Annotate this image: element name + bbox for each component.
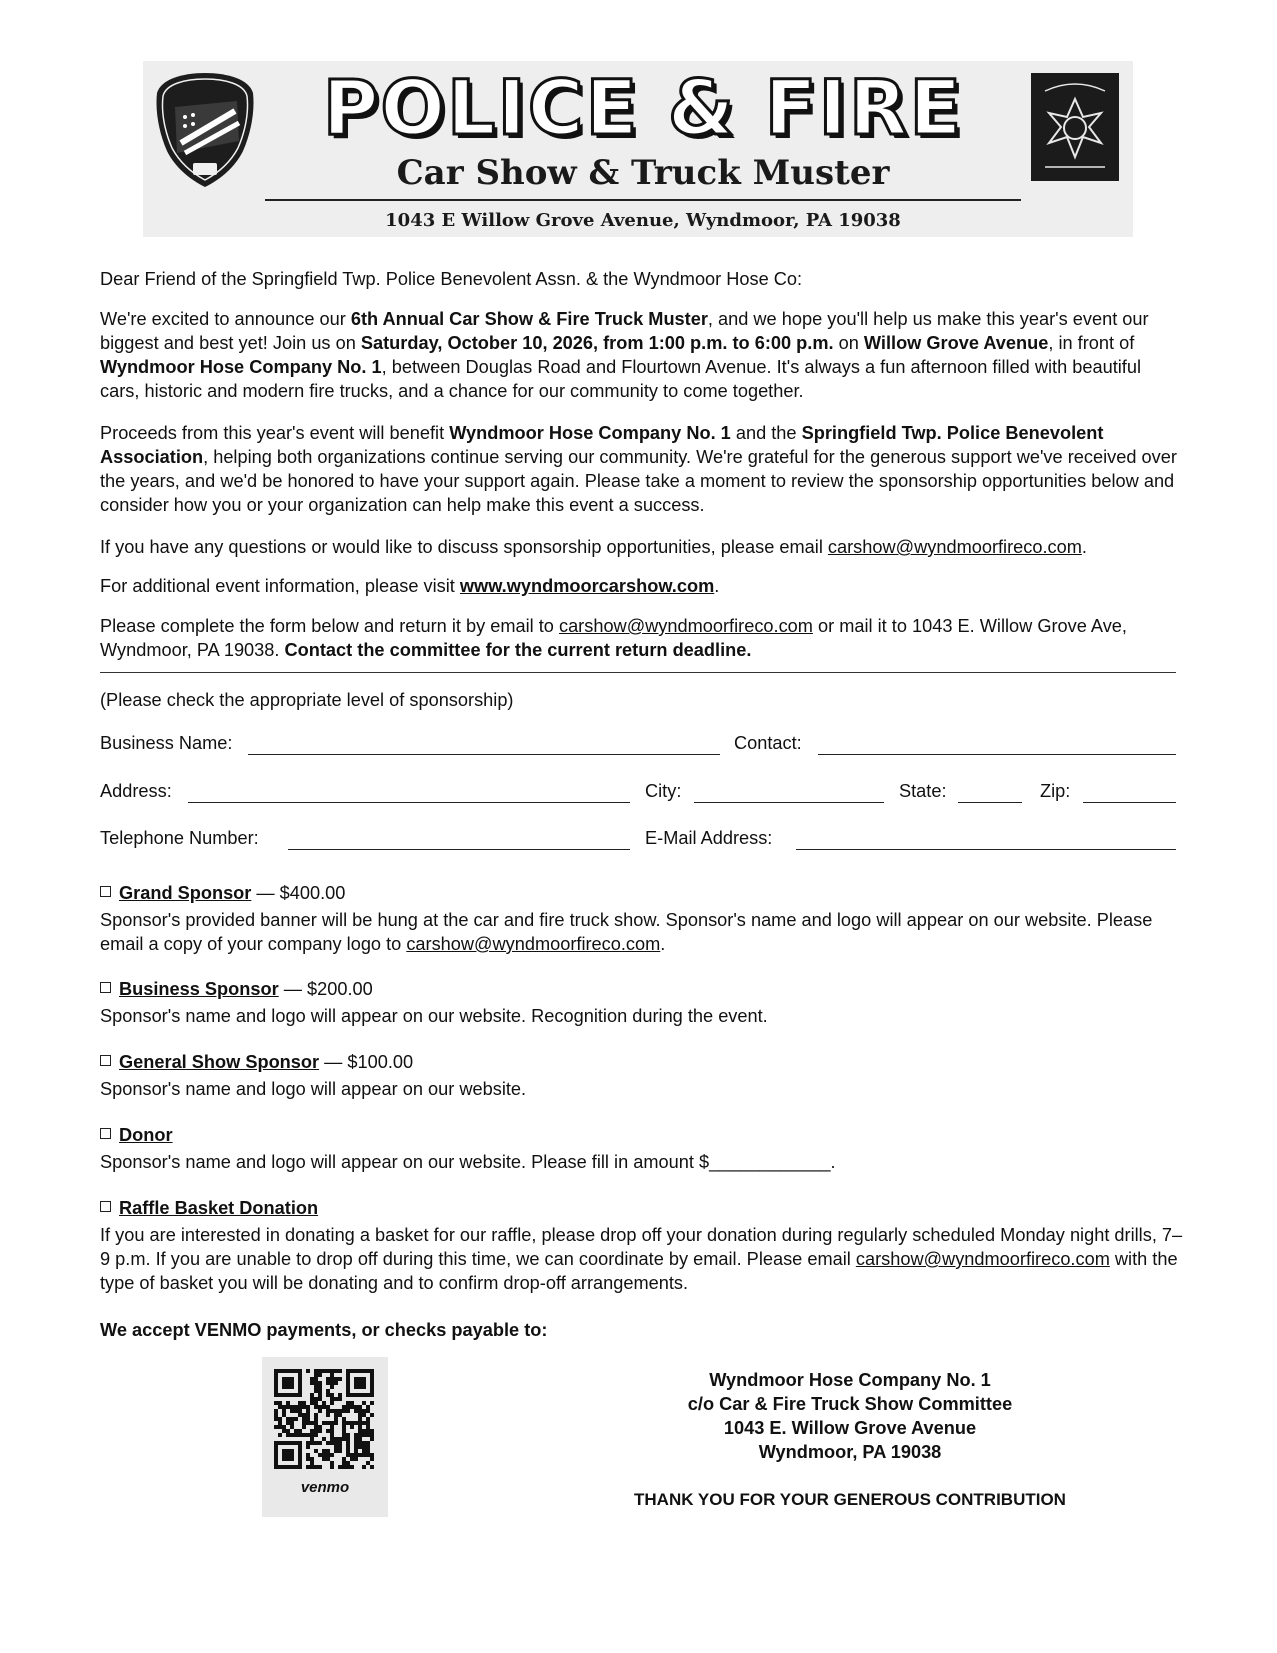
event-address: 1043 E Willow Grove Avenue, Wyndmoor, PA 19038 xyxy=(385,210,901,231)
event-subtitle: Car Show & Truck Muster xyxy=(396,153,890,193)
telephone-field[interactable] xyxy=(288,849,630,850)
letter-paragraph-return: Please complete the form below and return it by email to carshow@wyndmoorfireco.com or mail it to 1043 E. Willow Grove Ave, Wyndmoor, PA 19038. Contact the committee for the current return deadline. xyxy=(100,616,1127,660)
payee-line: 1043 E. Willow Grove Avenue xyxy=(723,1418,977,1438)
title-rule xyxy=(265,199,1021,201)
event-title: POLICE & FIRE xyxy=(322,63,964,152)
donor-checkbox[interactable] xyxy=(100,1128,111,1139)
header-banner xyxy=(143,61,1133,237)
thank-you-message: THANK YOU FOR YOUR GENEROUS CONTRIBUTION xyxy=(634,1490,1066,1509)
general-sponsor-option[interactable]: General Show Sponsor — $100.00 xyxy=(100,1050,413,1074)
grand-sponsor-checkbox[interactable] xyxy=(100,886,111,897)
hose-company-logo xyxy=(1031,73,1119,181)
address-label: Address: xyxy=(100,781,172,801)
raffle-basket-checkbox[interactable] xyxy=(100,1201,111,1212)
city-field[interactable] xyxy=(694,802,884,803)
payment-heading: We accept VENMO payments, or checks payable to: xyxy=(100,1320,548,1340)
contact-field[interactable] xyxy=(818,754,1176,755)
letter-greeting: Dear Friend of the Springfield Twp. Police Benevolent Assn. & the Wyndmoor Hose Co: xyxy=(100,269,803,289)
venmo-qr-code xyxy=(274,1369,374,1469)
zip-field[interactable] xyxy=(1083,802,1176,803)
logo-email-link[interactable]: carshow@wyndmoorfireco.com xyxy=(406,934,661,954)
website-link[interactable]: www.wyndmoorcarshow.com xyxy=(459,576,715,596)
raffle-basket-option[interactable]: Raffle Basket Donation xyxy=(100,1196,318,1220)
contact-label: Contact: xyxy=(734,733,802,753)
return-email-link[interactable]: carshow@wyndmoorfireco.com xyxy=(558,616,813,636)
business-name-field[interactable] xyxy=(248,754,720,755)
business-sponsor-option[interactable]: Business Sponsor — $200.00 xyxy=(100,977,373,1001)
payee-line: Wyndmoor Hose Company No. 1 xyxy=(709,1370,991,1390)
grand-sponsor-option[interactable]: Grand Sponsor — $400.00 xyxy=(100,881,345,905)
business-sponsor-checkbox[interactable] xyxy=(100,982,111,993)
pba-badge-logo xyxy=(155,71,255,189)
payee-line: c/o Car & Fire Truck Show Committee xyxy=(687,1394,1013,1414)
address-field[interactable] xyxy=(188,802,630,803)
letter-paragraph-website: For additional event information, please visit www.wyndmoorcarshow.com. xyxy=(100,576,720,596)
business-name-label: Business Name: xyxy=(100,733,233,753)
email-field[interactable] xyxy=(796,849,1176,850)
check-payee-address xyxy=(620,1368,1080,1464)
business-sponsor-description: Sponsor's name and logo will appear on our website. Recognition during the event. xyxy=(100,1006,768,1026)
letter-paragraph-proceeds: Proceeds from this year's event will benefit Wyndmoor Hose Company No. 1 and the Springfield Twp. Police Benevolent Association, helping both organizations continue serving our community. We're grateful for the generous support we've received over the years, and we'd be honored to have your support again. Please take a moment to review the sponsorship opportunities below and consider how you or your organization can help make this event a success. xyxy=(100,423,1177,515)
telephone-label: Telephone Number: xyxy=(100,828,259,848)
email-label: E-Mail Address: xyxy=(645,828,773,848)
grand-sponsor-description: Sponsor's provided banner will be hung at the car and fire truck show. Sponsor's name and logo will appear on our website. Please email a copy of your company logo to carshow@wyndmoorfireco.com. xyxy=(100,910,1153,954)
general-sponsor-checkbox[interactable] xyxy=(100,1055,111,1066)
form-instruction: (Please check the appropriate level of sponsorship) xyxy=(100,690,514,710)
general-sponsor-description: Sponsor's name and logo will appear on our website. xyxy=(100,1079,527,1099)
donor-description: Sponsor's name and logo will appear on our website. Please fill in amount $____________. xyxy=(100,1152,836,1172)
city-label: City: xyxy=(645,781,682,801)
state-field[interactable] xyxy=(958,802,1022,803)
letter-paragraph-questions: If you have any questions or would like to discuss sponsorship opportunities, please email carshow@wyndmoorfireco.com. xyxy=(100,537,1087,557)
section-divider xyxy=(100,672,1176,673)
donor-option[interactable]: Donor xyxy=(100,1123,173,1147)
venmo-qr-card xyxy=(262,1357,388,1517)
raffle-email-link[interactable]: carshow@wyndmoorfireco.com xyxy=(855,1249,1110,1269)
contact-email-link[interactable]: carshow@wyndmoorfireco.com xyxy=(827,537,1082,557)
raffle-basket-description: If you are interested in donating a basket for our raffle, please drop off your donation during regularly scheduled Monday night drills, 7–9 p.m. If you are unable to drop off during this time, we can coordinate by email. Please email carshow@wyndmoorfireco.com with the type of basket you will be donating and to confirm drop-off arrangements. xyxy=(100,1225,1183,1293)
state-label: State: xyxy=(899,781,947,801)
venmo-label: venmo xyxy=(300,1479,350,1496)
zip-label: Zip: xyxy=(1040,781,1071,801)
payee-line: Wyndmoor, PA 19038 xyxy=(758,1442,942,1462)
letter-paragraph-announcement: We're excited to announce our 6th Annual Car Show & Fire Truck Muster, and we hope you'll help us make this year's event our biggest and best yet! Join us on Saturday, October 10, 2026, from 1:00 p.m. to 6:00 p.m. on Willow Grove Avenue, in front of Wyndmoor Hose Company No. 1, between Douglas Road and Flourtown Avenue. It's always a fun afternoon filled with beautiful cars, historic and modern fire trucks, and a chance for our community to come together. xyxy=(100,309,1149,401)
